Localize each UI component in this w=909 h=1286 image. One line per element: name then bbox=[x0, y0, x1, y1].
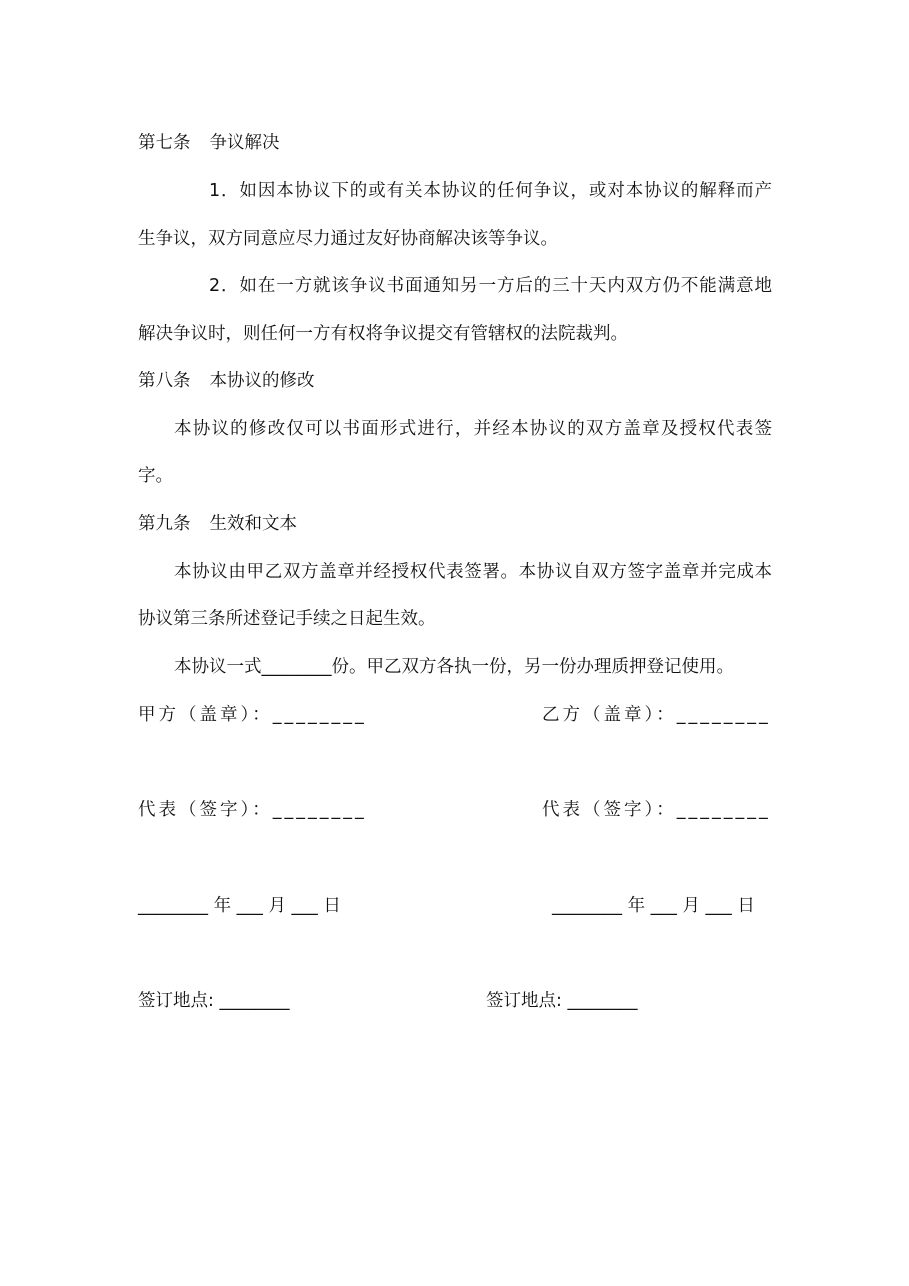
party-b-date-field: ________ 年 ___ 月 ___ 日 bbox=[552, 896, 755, 916]
article8-heading bbox=[138, 369, 772, 393]
article7-clause2-line1: 2．如在一方就该争议书面通知另一方后的三十天内双方仍不能满意地 bbox=[209, 276, 772, 296]
article9-paragraph2: 本协议一式________份。甲乙双方各执一份，另一份办理质押登记使用。 bbox=[174, 657, 734, 677]
article9-paragraph1-line2: 协议第三条所述登记手续之日起生效。 bbox=[138, 609, 436, 629]
party-a-representative-field: 代表（签字）：________ bbox=[138, 800, 367, 820]
article7-heading-title: 争议解决 bbox=[209, 133, 280, 153]
party-a-date-field: ________ 年 ___ 月 ___ 日 bbox=[138, 896, 341, 916]
party-b-signing-place-field: 签订地点: ________ bbox=[486, 991, 638, 1011]
article7-clause1-line1: 1．如因本协议下的或有关本协议的任何争议，或对本协议的解释而产 bbox=[209, 181, 772, 201]
article8-heading-number: 第八条 bbox=[138, 371, 191, 391]
article8-paragraph-line1: 本协议的修改仅可以书面形式进行，并经本协议的双方盖章及授权代表签 bbox=[174, 419, 772, 439]
article9-paragraph1-line1: 本协议由甲乙双方盖章并经授权代表签署。本协议自双方签字盖章并完成本 bbox=[174, 562, 772, 582]
article7-heading bbox=[138, 131, 772, 155]
article7-heading-number: 第七条 bbox=[138, 133, 191, 153]
article7-clause2-line2: 解决争议时，则任何一方有权将争议提交有管辖权的法院裁判。 bbox=[138, 324, 628, 344]
article9-heading-number: 第九条 bbox=[138, 514, 191, 534]
article7-clause1-line2: 生争议，双方同意应尽力通过友好协商解决该等争议。 bbox=[138, 229, 558, 249]
party-a-signing-place-field: 签订地点: ________ bbox=[138, 991, 290, 1011]
article8-paragraph-line2: 字。 bbox=[138, 466, 173, 486]
article8-heading-title: 本协议的修改 bbox=[209, 371, 315, 391]
article9-heading-title: 生效和文本 bbox=[209, 514, 297, 534]
party-b-seal-field: 乙方（盖章）：________ bbox=[542, 705, 771, 725]
party-a-seal-field: 甲方（盖章）：________ bbox=[138, 705, 367, 725]
article9-heading bbox=[138, 512, 772, 536]
party-b-representative-field: 代表（签字）：________ bbox=[542, 800, 771, 820]
